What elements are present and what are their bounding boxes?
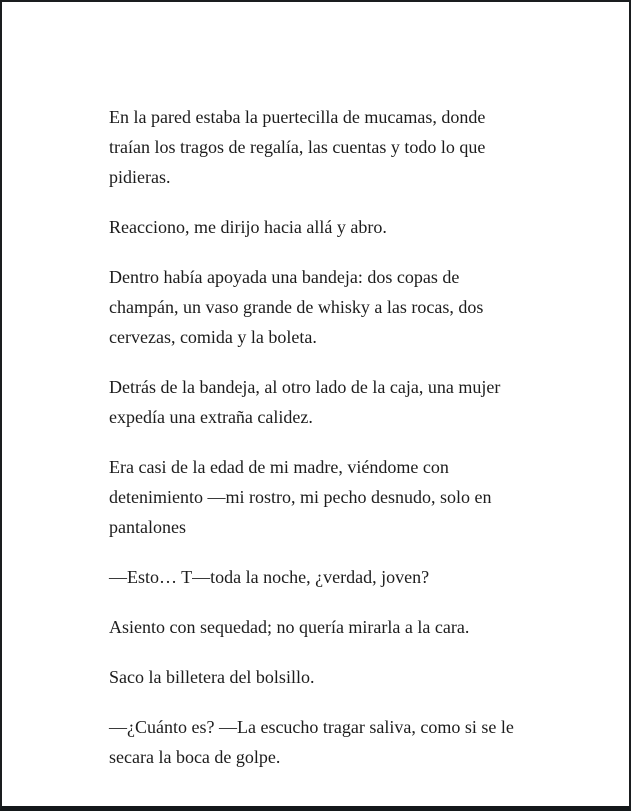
page-text: [2, 2, 629, 772]
text-line: expedía una extraña calidez.: [109, 407, 313, 427]
paragraph: [109, 662, 599, 692]
text-line: Dentro había apoyada una bandeja: dos copas de: [109, 267, 460, 287]
text-line: Saco la billetera del bolsillo.: [109, 667, 315, 687]
text-line: champán, un vaso grande de whisky a las rocas, dos: [109, 297, 484, 317]
text-line: traían los tragos de regalía, las cuentas y todo lo que: [109, 137, 486, 157]
text-line: Asiento con sequedad; no quería mirarla a la cara.: [109, 617, 470, 637]
text-line: secara la boca de golpe.: [109, 747, 281, 767]
paragraph: [109, 262, 599, 352]
paragraph: [109, 612, 599, 642]
text-line: cervezas, comida y la boleta.: [109, 327, 317, 347]
text-line: —¿Cuánto es? —La escucho tragar saliva, como si se le: [109, 717, 514, 737]
paragraph: [109, 102, 599, 192]
text-line: Era casi de la edad de mi madre, viéndome con: [109, 457, 449, 477]
text-line: Detrás de la bandeja, al otro lado de la caja, una mujer: [109, 377, 501, 397]
text-line: pantalones: [109, 517, 186, 537]
text-line: detenimiento —mi rostro, mi pecho desnudo, solo en: [109, 487, 492, 507]
text-line: En la pared estaba la puertecilla de mucamas, donde: [109, 107, 486, 127]
paragraph: [109, 452, 599, 542]
paragraph: [109, 212, 599, 242]
paragraph-dialogue: [109, 562, 599, 592]
paragraph-dialogue: [109, 712, 599, 772]
text-line: —Esto… T—toda la noche, ¿verdad, joven?: [109, 567, 430, 587]
paragraph: [109, 372, 599, 432]
text-line: pidieras.: [109, 167, 171, 187]
text-line: Reacciono, me dirijo hacia allá y abro.: [109, 217, 387, 237]
